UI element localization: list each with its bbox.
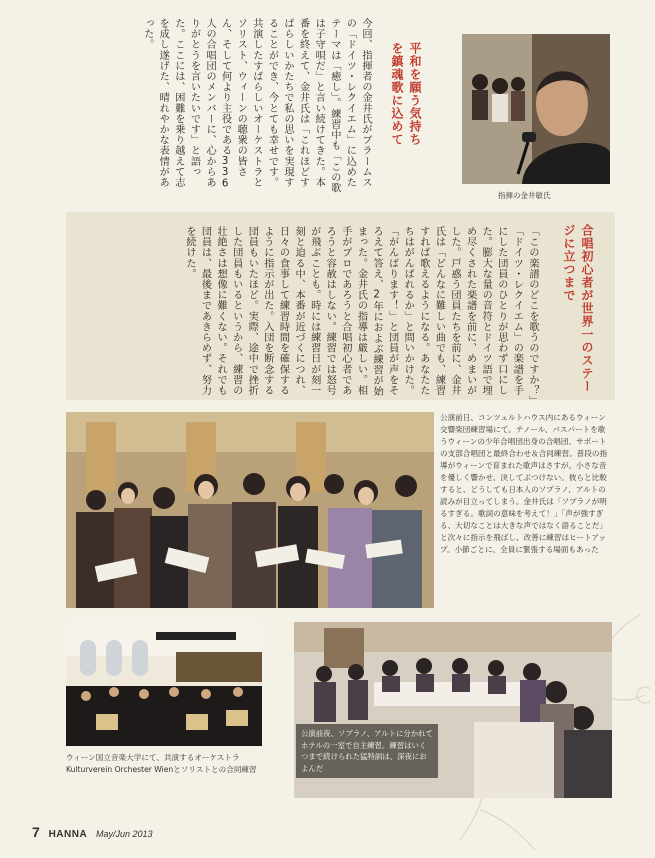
magazine-title: HANNA [48,829,88,840]
concert-hall-photo [66,622,262,746]
issue-date: May/Jun 2013 [95,829,153,839]
caption-rehearsal: 公演前日、コンツェルトハウス内にあるウィーン交響楽団練習場にて。テノール、バスパートを歌うウィーンの少年合唱団出身の合唱団、サポートの支部合唱団と最終合わせ＆合同練習。普段の指導がウィーンで育まれた歌声はさすが。小さな音を優しく響かせ、決してぶつけない。彼らと比較すると、どうしても日本人のソプラノ、アルトの読みが目立ってしまう。金井氏は「ソプラノが明るすぎる。歌詞の意味を考えて！」「声が強すぎる、大切なことは大きな声ではなく語ることだ」と次々に指示を飛ばし、改善に練習はヒートアップ。小節ごとに、全員に緊張する場面もあった [440,413,608,554]
article-body-mid: 「この楽譜のどこを歌うのですか？」「ドイツ・レクイエム」の楽譜を手にした団員のひとりが思わず口にした。膨大な量の音符とドイツ語で埋め尽くされた楽譜を前に、めまいがした。戸惑う団員たちを前に、金井氏は「どんなに難しい曲でも、練習すれば歌えるようになる。あなたたちはがんばれるか」と問いかけた。「がんばります！」と団員が声をそろえて答え、2年におよぶ練習が始まった。金井氏の指導は厳しい。相手がプロであろうと合唱初心者であろうと容赦はしない。練習では怒号が飛ぶことも。時には練習日が刻一刻と迫る中、本番が近づくにつれ、日々の食事して練習時間を確保するように指示が出た。入団を断念する団員もいたほど。実際、途中で挫折した団員もいるというから、練習の壮絶さは想像に難くない。それでも団員は、最後まであきらめず、努力を続けた。 [183,226,538,402]
caption-hotel: 公演前夜、ソプラノ、アルトに分かれてホテルの一室で自主練習。練習はいくつまで続けられた猛特訓は、深夜におよんだ [296,724,438,778]
section-heading-stage: 合唱初心者が世界一のステージに立つまで [562,224,594,393]
caption-concert: ウィーン国立音楽大学にて、共演するオーケストラ Kulturverein Orchester Wienとソリストとの合同練習 [66,753,257,774]
page-footer [32,824,153,840]
choir-rehearsal-photo [66,412,434,608]
page-number: 7 [32,824,40,840]
caption-conductor: 指揮の金井敏氏 [498,191,551,200]
section-heading-peace: 平和を願う気持ちを鎮魂歌に込めて [390,42,422,146]
conductor-photo [462,34,610,184]
article-body-top: 今回、指揮者の金井氏がブラームスの「ドイツ・レクイエム」に込めたテーマは「癒し」。練習中も「この歌は子守唄だ」と言い続けてきた。本番を終えて、金井氏は「これほどすばらしいかたちで私の思いを実現することができ、今とても幸せです。共演したすばらしいオーケストラとソリスト、ウィーンの聴衆の皆さん、そして何より主役である336人の合唱団のメンバーに、心からありがとうを言いたいです」と語った。ここには、困難を乗り越えて志を成し遂げた、晴れやかな表情があった。 [141,18,371,194]
